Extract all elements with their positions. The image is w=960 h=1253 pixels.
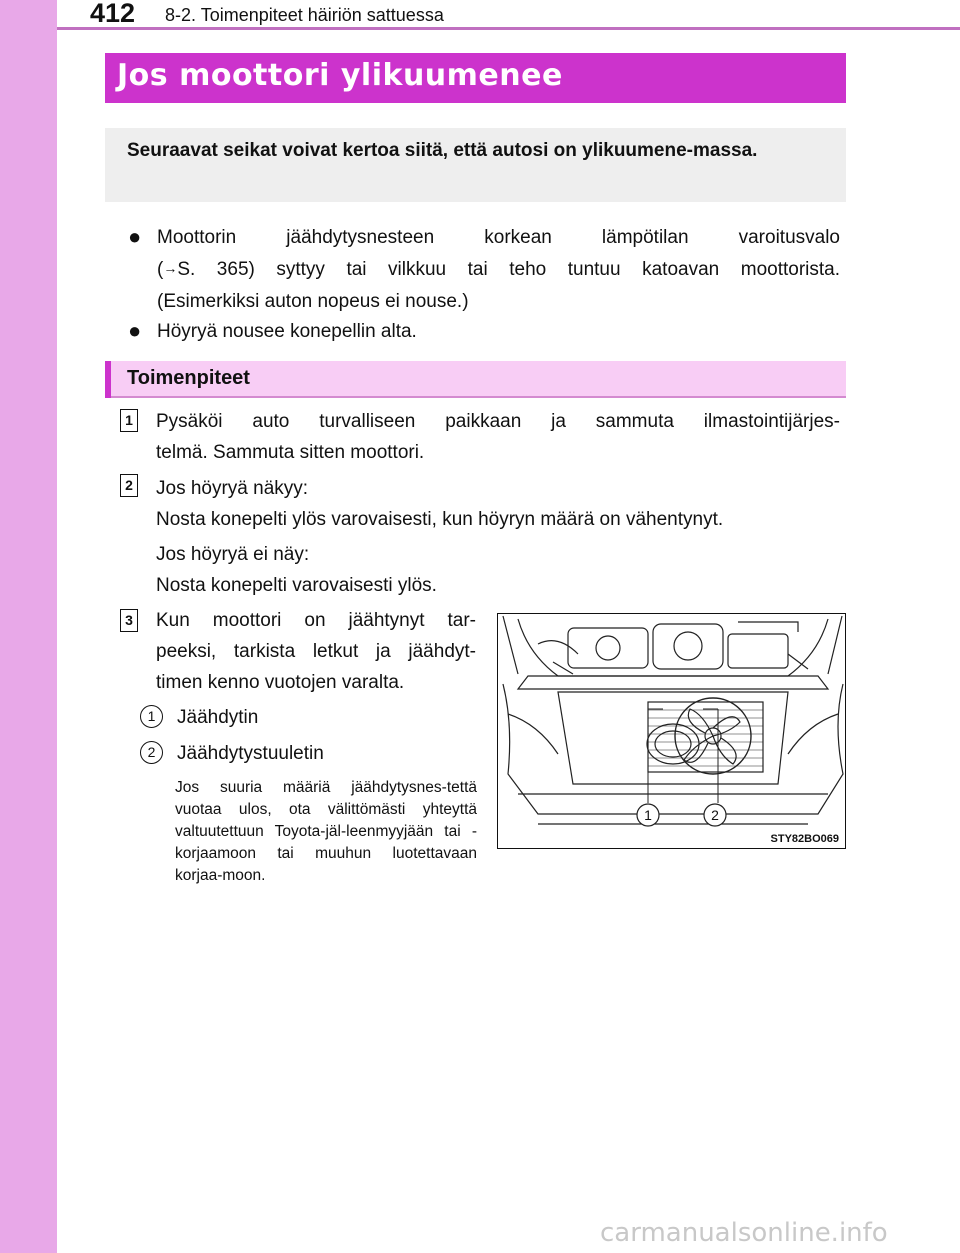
figure-code: STY82BO069 [770, 833, 839, 845]
page-number: 412 [90, 0, 136, 28]
step-1-number: 1 [120, 409, 138, 432]
step-2-case-b-body: Nosta konepelti varovaisesti ylös. [156, 575, 437, 596]
warning-note: Jos suuria määriä jäähdytysnes-tettä vuotaa ulos, ota välittömästi yhteyttä valtuutettuun Toyota-jäl-leenmyyjään tai -korjaamoon tai muuhun luotettavaan korjaa-moon. [175, 779, 477, 884]
callout-2: 2 [711, 807, 719, 823]
step-2-number: 2 [120, 474, 138, 497]
step-3-line-3: timen kenno vuotojen varalta. [156, 672, 405, 693]
step-2-case-b-head: Jos höyryä ei näy: [156, 544, 310, 565]
section-path: 8-2. Toimenpiteet häiriön sattuessa [165, 5, 444, 25]
step-2-case-a-body: Nosta konepelti ylös varovaisesti, kun höyryn määrä on vähentynyt. [156, 509, 724, 530]
subsection-accent [105, 361, 111, 398]
paren: ( [157, 259, 164, 280]
bullet-icon: ● [128, 224, 142, 249]
step-3-line-1: Kun moottori on jäähtynyt tar- [156, 610, 476, 631]
step-3-number: 3 [120, 609, 138, 632]
legend-1-label: Jäähdytin [177, 707, 259, 728]
bullet-2-text: Höyryä nousee konepellin alta. [157, 321, 417, 342]
arrow-right-icon: → [163, 260, 178, 276]
bullet-1-line-3: (Esimerkiksi auton nopeus ei nouse.) [157, 291, 469, 312]
page-reference[interactable]: S. 365) syttyy tai vilkkuu tai teho tuntuu katoavan moottorista. [177, 259, 840, 280]
step-1-line-1: Pysäköi auto turvalliseen paikkaan ja sammuta ilmastointijärjes- [156, 411, 840, 432]
thumb-index-sidebar [0, 0, 57, 1253]
bullet-1-line-1: Moottorin jäähdytysnesteen korkean lämpötilan varoitusvalo [157, 227, 840, 248]
step-2-case-a-head: Jos höyryä näkyy: [156, 478, 309, 499]
legend-2-label: Jäähdytystuuletin [177, 743, 324, 764]
watermark: carmanualsonline.info [600, 1218, 888, 1248]
callout-1: 1 [644, 807, 652, 823]
legend-2-number: 2 [140, 741, 163, 764]
page-title: Jos moottori ylikuumenee [117, 58, 563, 93]
step-3-line-2: peeksi, tarkista letkut ja jäähdyt- [156, 641, 476, 662]
step-1-line-2: telmä. Sammuta sitten moottori. [156, 442, 425, 463]
intro-text: Seuraavat seikat voivat kertoa siitä, että autosi on ylikuumene-massa. [127, 140, 758, 161]
subsection-title: Toimenpiteet [127, 367, 250, 389]
engine-bay-illustration [497, 613, 846, 849]
bullet-1-line-2 [157, 254, 840, 286]
legend-1-number: 1 [140, 705, 163, 728]
engine-bay-drawing [498, 614, 846, 849]
bullet-icon: ● [128, 318, 142, 343]
